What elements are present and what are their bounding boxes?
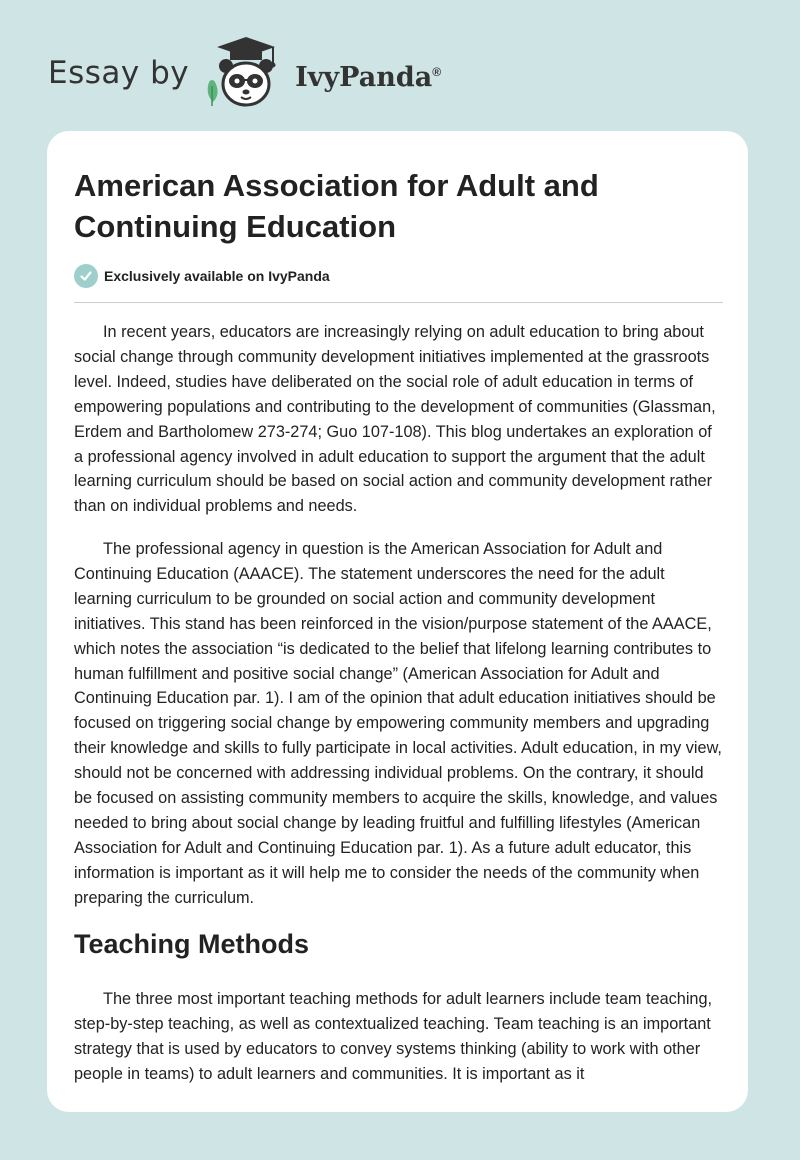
essay-card xyxy=(47,131,748,1112)
page-title: American Association for Adult and Continuing Education xyxy=(74,168,599,244)
paragraph-text: The professional agency in question is the American Association for Adult and Continuing Education (AAACE). The statement underscores the need for the adult learning curriculum to be grounded on social action and community development initiatives. This stand has been reinforced in the vision/purpose statement of the AAACE, which notes the association “is dedicated to the belief that lifelong learning contributes to human fulfillment and positive social change” (American Association for Adult and Continuing Education par. 1). I am of the opinion that adult education initiatives should be focused on triggering social change by empowering community members and upgrading their knowledge and skills to fully participate in local activities. Adult education, in my view, should not be concerned with addressing individual problems. On the contrary, it should be focused on assisting community members to acquire the skills, knowledge, and values needed to bring about social change by leading fruitful and fulfilling lifestyles (American Association for Adult and Continuing Education par. 1). As a future adult educator, this information is important as it will help me to consider the needs of the community when preparing the curriculum. xyxy=(74,540,722,907)
panda-logo-icon[interactable] xyxy=(203,34,289,112)
site-header xyxy=(48,34,441,112)
essay-by-label: Essay by xyxy=(48,55,190,91)
paragraph xyxy=(74,537,723,911)
paragraph xyxy=(74,987,723,1087)
brand-name: IvyPanda® xyxy=(295,61,442,93)
checkmark-icon xyxy=(74,264,98,288)
section-heading: Teaching Methods xyxy=(74,929,310,959)
paragraph-text: In recent years, educators are increasingly relying on adult education to bring about social change through community development initiatives implemented at the grassroots level. Indeed, studies have deliberated on the social role of adult education in terms of empowering populations and contributing to the development of communities (Glassman, Erdem and Bartholomew 273-274; Guo 107-108). This blog undertakes an exploration of a professional agency involved in adult education to support the argument that the adult learning curriculum should be based on social action and community development rather than on individual problems and needs. xyxy=(74,323,716,516)
paragraph xyxy=(74,320,723,519)
paragraph-text: The three most important teaching methods for adult learners include team teaching, step-by-step teaching, as well as contextualized teaching. Team teaching is an important strategy that is used by educators to convey systems thinking (ability to work with other people in teams) to adult learners and communities. It is important as it xyxy=(74,990,713,1083)
exclusive-badge xyxy=(74,264,330,288)
divider xyxy=(74,302,723,303)
exclusive-label: Exclusively available on IvyPanda xyxy=(104,268,330,284)
